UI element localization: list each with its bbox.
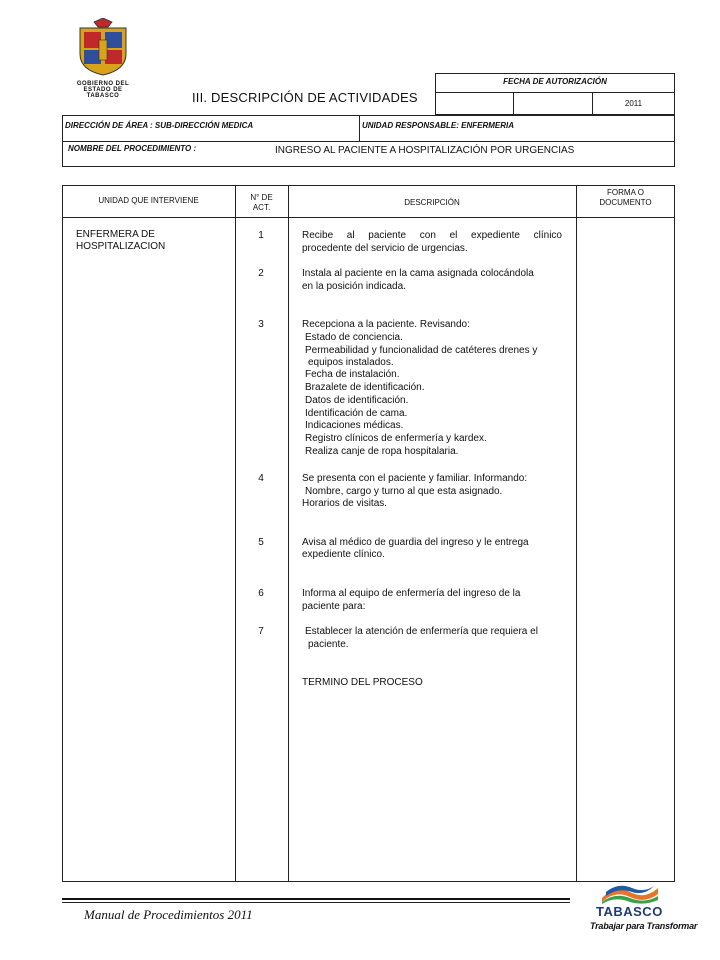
description-line: en la posición indicada. xyxy=(302,281,406,292)
column-header-number xyxy=(235,193,288,213)
description-line: Recepciona a la paciente. Revisando: xyxy=(302,319,470,330)
description-line: Instala al paciente en la cama asignada colocándola xyxy=(302,268,534,279)
activity-number: 5 xyxy=(258,537,264,548)
description-line: Nombre, cargo y turno al que esta asignado. xyxy=(305,486,503,497)
brand-wave-icon xyxy=(600,884,660,904)
procedure-name: INGRESO AL PACIENTE A HOSPITALIZACIÓN POR URGENCIAS xyxy=(275,145,575,156)
description-line: procedente del servicio de urgencias. xyxy=(302,243,468,254)
description-line: Datos de identificación. xyxy=(305,395,409,406)
description-line: equipos instalados. xyxy=(308,357,394,368)
description-line: Indicaciones médicas. xyxy=(305,420,404,431)
column-header-unit: UNIDAD QUE INTERVIENE xyxy=(98,196,199,205)
description-line: Informa al equipo de enfermería del ingreso de la xyxy=(302,588,521,599)
footer-rule-thick xyxy=(62,898,570,900)
activity-number: 3 xyxy=(258,319,264,330)
activity-number: 7 xyxy=(258,626,264,637)
description-line: Horarios de visitas. xyxy=(302,498,388,509)
activity-number: 1 xyxy=(258,230,264,241)
column-header-description: DESCRIPCIÓN xyxy=(404,198,460,207)
coat-of-arms-logo xyxy=(72,18,134,98)
intervening-unit-line1: ENFERMERA DE xyxy=(76,229,155,240)
description-line: Realiza canje de ropa hospitalaria. xyxy=(305,446,459,457)
logo-text-line2: ESTADO DE xyxy=(83,87,123,93)
shield-icon xyxy=(72,18,134,76)
intervening-unit xyxy=(76,229,165,253)
description-line: Registro clínicos de enfermería y kardex. xyxy=(305,433,487,444)
description-line: Identificación de cama. xyxy=(305,408,408,419)
description-line: Establecer la atención de enfermería que requiera el xyxy=(305,626,538,637)
description-line: Estado de conciencia. xyxy=(305,332,403,343)
procedure-label: NOMBRE DEL PROCEDIMIENTO : xyxy=(68,144,197,153)
description-line: Se presenta con el paciente y familiar. Informando: xyxy=(302,473,528,484)
description-line: Fecha de instalación. xyxy=(305,369,400,380)
brand-slogan: Trabajar para Transformar xyxy=(590,921,698,931)
column-header-form-line2: DOCUMENTO xyxy=(599,198,652,207)
logo-text-line1: GOBIERNO DEL xyxy=(76,81,130,87)
activity-number: 2 xyxy=(258,268,264,279)
footer-rule-thin xyxy=(62,902,570,903)
tabasco-brand-logo xyxy=(590,884,698,944)
description-line: Permeabilidad y funcionalidad de catéteres drenes y xyxy=(305,345,538,356)
description-line: expediente clínico. xyxy=(302,549,385,560)
description-line: Brazalete de identificación. xyxy=(305,382,425,393)
activity-number: 6 xyxy=(258,588,264,599)
column-header-number-line1: N° DE xyxy=(250,193,273,202)
direction-area: DIRECCIÓN DE ÁREA : SUB-DIRECCIÓN MEDICA xyxy=(65,121,254,130)
description-line: Recibe al paciente con el expediente clínico xyxy=(302,230,562,241)
description-line: paciente para: xyxy=(302,601,366,612)
column-header-form-line1: FORMA O xyxy=(607,188,644,197)
logo-text-line3: TABASCO xyxy=(86,93,120,99)
activity-number: 4 xyxy=(258,473,264,484)
brand-name: TABASCO xyxy=(596,904,663,919)
description-line: Avisa al médico de guardia del ingreso y le entrega xyxy=(302,537,529,548)
column-header-form xyxy=(576,188,675,208)
authorization-label: FECHA DE AUTORIZACIÓN xyxy=(503,77,607,86)
unit-responsible: UNIDAD RESPONSABLE: ENFERMERIA xyxy=(362,121,515,130)
section-title: III. DESCRIPCIÓN DE ACTIVIDADES xyxy=(192,90,418,105)
description-line: paciente. xyxy=(308,639,349,650)
authorization-year: 2011 xyxy=(624,99,643,108)
process-end: TERMINO DEL PROCESO xyxy=(302,677,423,688)
footer-manual-title: Manual de Procedimientos 2011 xyxy=(84,907,253,922)
intervening-unit-line2: HOSPITALIZACION xyxy=(76,241,166,252)
column-header-number-line2: ACT. xyxy=(252,203,271,212)
